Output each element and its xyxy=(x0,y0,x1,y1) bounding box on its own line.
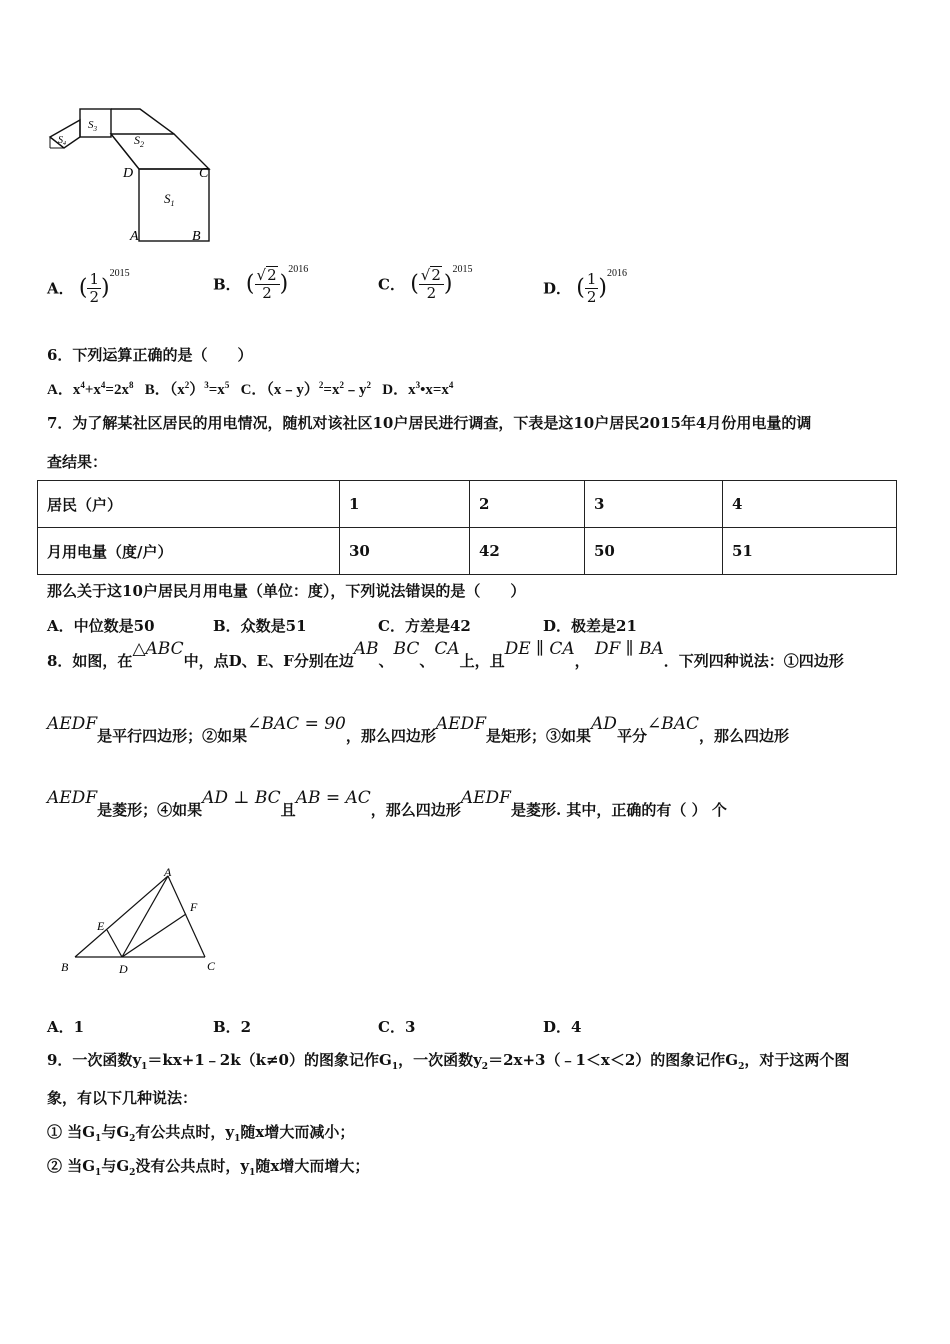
q9-line1: 9．一次函数$y_1=kx+1﹣2k(k\ne 0)$的图象记作$G_1$，一次函数$y_2=2x+3(﹣1<x<2)$的图象记作$G_2$，对于这两个图 xyxy=(47,1051,850,1072)
paren-open: ( xyxy=(410,271,419,297)
paren-close: ) xyxy=(279,271,289,297)
table-row xyxy=(38,481,897,528)
exponent: 2016 xyxy=(606,268,627,279)
q8-option-a[interactable]: A．1 xyxy=(47,1018,85,1036)
q7-question: 那么关于这10户居民月用电量（单位：度），下列说法错误的是（ ） xyxy=(47,582,526,600)
q8-option-d[interactable]: D．4 xyxy=(543,1018,582,1036)
fraction: $\frac{√2}{2}$ xyxy=(255,266,280,302)
q5-option-c[interactable] xyxy=(378,264,472,302)
exponent: 2015 xyxy=(452,264,473,275)
q6-options xyxy=(47,378,453,399)
q7-option-d[interactable]: D．极差是21 xyxy=(543,617,637,635)
table-cell: 4 xyxy=(723,481,897,528)
fraction: $\frac{√2}{2}$ xyxy=(419,266,444,302)
squares-figure xyxy=(42,100,222,250)
q7-option-a[interactable]: A．中位数是50 xyxy=(47,617,155,635)
paren-open: ( xyxy=(245,271,255,297)
exponent: 2015 xyxy=(109,268,130,279)
q7-option-c[interactable]: C．方差是42 xyxy=(378,617,471,635)
exponent: 2016 xyxy=(288,264,309,275)
triangle-figure xyxy=(55,862,230,982)
fraction: $\frac{1}{2}$ xyxy=(586,269,597,306)
q5-option-b[interactable] xyxy=(213,264,308,302)
side-ab xyxy=(75,876,168,957)
paren-close: ) xyxy=(443,271,453,297)
table-cell: 3 xyxy=(585,481,723,528)
table-cell: 2 xyxy=(470,481,585,528)
label-b: B xyxy=(61,960,69,974)
paren-close: ) xyxy=(598,275,607,301)
q9-statement-2: ② 当$G_1$与$G_2$没有公共点时，$y_1$随x增大而增大； xyxy=(47,1157,370,1178)
q6-option-d[interactable]: D．$x^3•x=x^4$ xyxy=(382,380,454,398)
fraction: $\frac{1}{2}$ xyxy=(89,269,100,306)
label-s1: $S_1$ xyxy=(164,191,175,208)
option-letter: A． xyxy=(47,279,74,298)
q9-statement-1: ① 当$G_1$与$G_2$有公共点时，$y_1$随x增大而减小； xyxy=(47,1123,355,1144)
q7-stem-line1: 7．为了解某社区居民的用电情况，随机对该社区10户居民进行调查，下表是这10户居民2015年4月份用电量的调 xyxy=(47,414,812,432)
label-s4: $S_4$ xyxy=(58,135,66,147)
side-ac xyxy=(168,876,205,957)
label-b: B xyxy=(192,229,201,244)
table-cell: 50 xyxy=(585,528,723,575)
q5-option-a[interactable] xyxy=(47,268,130,306)
table-cell: 30 xyxy=(340,528,470,575)
q8-line3: AEDF是菱形；④如果AD ⊥ BC且AB = AC，那么四边形AEDF是菱形. 其中，正确的有（ ） 个 xyxy=(47,788,727,819)
label-a: A xyxy=(164,865,172,879)
label-c: C xyxy=(199,166,209,181)
q8-line2: AEDF是平行四边形；②如果∠BAC = 90，那么四边形AEDF是矩形；③如果AD平分∠BAC，那么四边形 xyxy=(47,714,789,745)
paren-close: ) xyxy=(101,275,110,301)
q7-option-b[interactable]: B．众数是51 xyxy=(213,617,307,635)
electricity-table xyxy=(37,480,897,575)
label-d: D xyxy=(123,166,134,181)
option-letter: B． xyxy=(213,275,241,294)
option-letter: C． xyxy=(378,275,405,294)
paren-open: ( xyxy=(78,275,88,301)
q8-option-c[interactable]: C．3 xyxy=(378,1018,416,1036)
label-e: E xyxy=(97,919,105,933)
segment-df xyxy=(122,914,186,957)
q6-option-a[interactable]: A．$x^4+x^4=2x^8$ xyxy=(47,380,134,398)
q8-line1: 8．如图，在△ABC中，点D、E、F分别在边AB、BC、CA上，且DE ∥ CA， DF ∥ BA．下列四种说法：①四边形 xyxy=(47,639,844,670)
option-letter: D． xyxy=(543,279,572,298)
square-s3-link xyxy=(111,109,174,134)
label-s3: $S_3$ xyxy=(88,119,97,133)
q7-stem-line2: 查结果： xyxy=(47,453,108,471)
label-a: A xyxy=(130,229,139,244)
segment-ad xyxy=(122,876,168,957)
table-cell: 42 xyxy=(470,528,585,575)
table-cell: 月用电量（度/户） xyxy=(38,528,340,575)
label-c: C xyxy=(207,959,216,973)
table-row xyxy=(38,528,897,575)
table-cell: 1 xyxy=(340,481,470,528)
label-s2: $S_2$ xyxy=(134,133,144,149)
label-f: F xyxy=(190,900,198,914)
q5-option-d[interactable] xyxy=(543,268,627,306)
segment-de xyxy=(107,930,122,957)
label-d: D xyxy=(119,962,128,976)
table-cell: 51 xyxy=(723,528,897,575)
q6-option-c[interactable]: C．$(x﹣y)^2=x^2﹣y^2$ xyxy=(240,380,371,398)
q6-stem: 6．下列运算正确的是（ ） xyxy=(47,346,253,364)
paren-open: ( xyxy=(576,275,585,301)
q6-option-b[interactable]: B．$(x^2)^3=x^5$ xyxy=(144,380,230,398)
table-cell: 居民（户） xyxy=(38,481,340,528)
q8-option-b[interactable]: B．2 xyxy=(213,1018,252,1036)
q9-line2: 象，有以下几种说法： xyxy=(47,1089,198,1107)
